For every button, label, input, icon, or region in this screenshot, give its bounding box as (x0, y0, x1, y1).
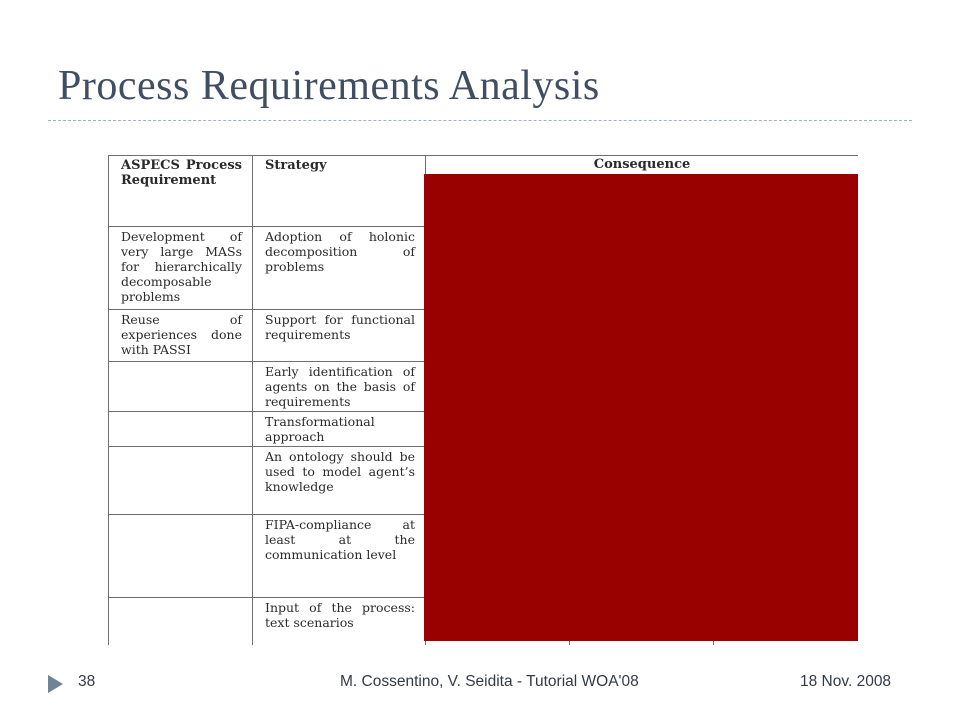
strategy-cell: FIPA-compliance at least at the communication level (253, 515, 426, 598)
footer-date: 18 Nov. 2008 (800, 673, 892, 690)
footer-arrow-icon (48, 675, 63, 693)
strategy-cell: Early identification of agents on the basis of requirements (253, 362, 426, 412)
table-header-row-group (109, 156, 859, 175)
requirement-cell (109, 515, 253, 598)
header-requirement: ASPECS Process Requirement (109, 156, 253, 227)
header-strategy: Strategy (253, 156, 426, 227)
strategy-cell: Adoption of holonic decomposition of problems (253, 227, 426, 310)
strategy-cell: Input of the process: text scenarios (253, 598, 426, 646)
header-consequence: Consequence (426, 156, 859, 175)
requirement-cell (109, 362, 253, 412)
redaction-block (424, 174, 858, 641)
requirement-cell (109, 447, 253, 515)
requirement-cell: Development of very large MASs for hierarchically decomposable problems (109, 227, 253, 310)
title-divider (48, 120, 912, 121)
requirement-cell: Reuse of experiences done with PASSI (109, 310, 253, 362)
strategy-cell: An ontology should be used to model agent’s knowledge (253, 447, 426, 515)
strategy-cell: Support for functional requirements (253, 310, 426, 362)
strategy-cell: Transformational approach (253, 412, 426, 447)
footer-authors: M. Cossentino, V. Seidita - Tutorial WOA'08 (340, 673, 639, 690)
page-number: 38 (78, 673, 96, 690)
requirement-cell (109, 598, 253, 646)
requirement-cell (109, 412, 253, 447)
slide-title: Process Requirements Analysis (58, 63, 600, 109)
